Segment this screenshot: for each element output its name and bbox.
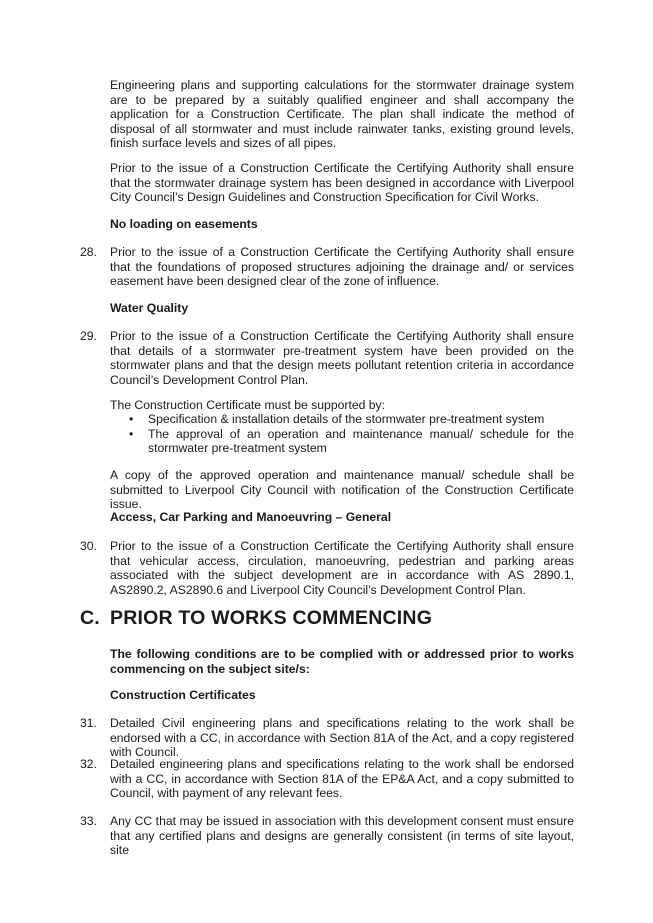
support-closing: A copy of the approved operation and maintenance manual/ schedule shall be submitted to Liverpool City Council with notification of the Construction Certificate issue. [110, 468, 574, 512]
condition-text-30: Prior to the issue of a Construction Certificate the Certifying Authority shall ensure that vehicular access, circulation, manoeuvring, pedestrian and parking areas associated with the subject development are in accordance with AS 2890.1, AS2890.2, AS2890.6 and Liverpool City Council’s Development Control Plan. [110, 539, 574, 597]
condition-text-31: Detailed Civil engineering plans and specifications relating to the work shall be endorsed with a CC, in accordance with Section 81A of the Act, and a copy registered with Council. [110, 716, 574, 760]
condition-text-28: Prior to the issue of a Construction Certificate the Certifying Authority shall ensure that the foundations of proposed structures adjoining the drainage and/ or services easement have been designed clear of the zone of influence. [110, 245, 574, 289]
condition-number-31: 31. [80, 716, 97, 730]
section-c-intro: The following conditions are to be complied with or addressed prior to works commencing on the subject site/s: [110, 647, 574, 676]
condition-text-33: Any CC that may be issued in association with this development consent must ensure that any certified plans and designs are generally consistent (in terms of site layout, site [110, 814, 574, 858]
support-intro: The Construction Certificate must be supported by: [110, 398, 386, 412]
condition-number-28: 28. [80, 245, 97, 259]
heading-construction-certificates: Construction Certificates [110, 688, 256, 702]
section-title-text: PRIOR TO WORKS COMMENCING [110, 607, 433, 629]
bullet-text: Specification & installation details of the stormwater pre-treatment system [148, 412, 545, 426]
section-c-title [80, 607, 432, 629]
heading-water-quality: Water Quality [110, 301, 189, 315]
bullet-glyph: • [129, 426, 134, 441]
section-letter: C. [80, 607, 100, 629]
condition-number-32: 32. [80, 757, 97, 771]
condition-text-29: Prior to the issue of a Construction Certificate the Certifying Authority shall ensure that details of a stormwater pre-treatment system have been provided on the stormwater plans and that the design meets pollutant retention criteria in accordance Council’s Development Control Plan. [110, 329, 574, 387]
bullet-item [110, 427, 574, 456]
condition-number-29: 29. [80, 329, 97, 343]
condition-number-33: 33. [80, 814, 97, 828]
bullet-item [110, 412, 574, 427]
paragraph-stormwater-design: Prior to the issue of a Construction Certificate the Certifying Authority shall ensure that the stormwater drainage system has been designed in accordance with Liverpool City Council’s Design Guidelines and Construction Specification for Civil Works. [110, 161, 574, 205]
condition-text-32: Detailed engineering plans and specifications relating to the work shall be endorsed with a CC, in accordance with Section 81A of the EP&A Act, and a copy submitted to Council, with payment of any relevant fees. [110, 757, 574, 801]
support-bullet-list [110, 412, 574, 456]
heading-no-loading-easements: No loading on easements [110, 217, 258, 231]
bullet-text: The approval of an operation and maintenance manual/ schedule for the stormwater pre-treatment system [148, 426, 574, 456]
condition-number-30: 30. [80, 539, 97, 553]
paragraph-engineering-plans: Engineering plans and supporting calculations for the stormwater drainage system are to be prepared by a suitably qualified engineer and shall accompany the application for a Construction Certificate. The plan shall indicate the method of disposal of all stormwater and must include rainwater tanks, existing ground levels, finish surface levels and sizes of all pipes. [110, 78, 574, 151]
heading-access-parking: Access, Car Parking and Manoeuvring – General [110, 510, 392, 524]
bullet-glyph: • [129, 412, 134, 426]
